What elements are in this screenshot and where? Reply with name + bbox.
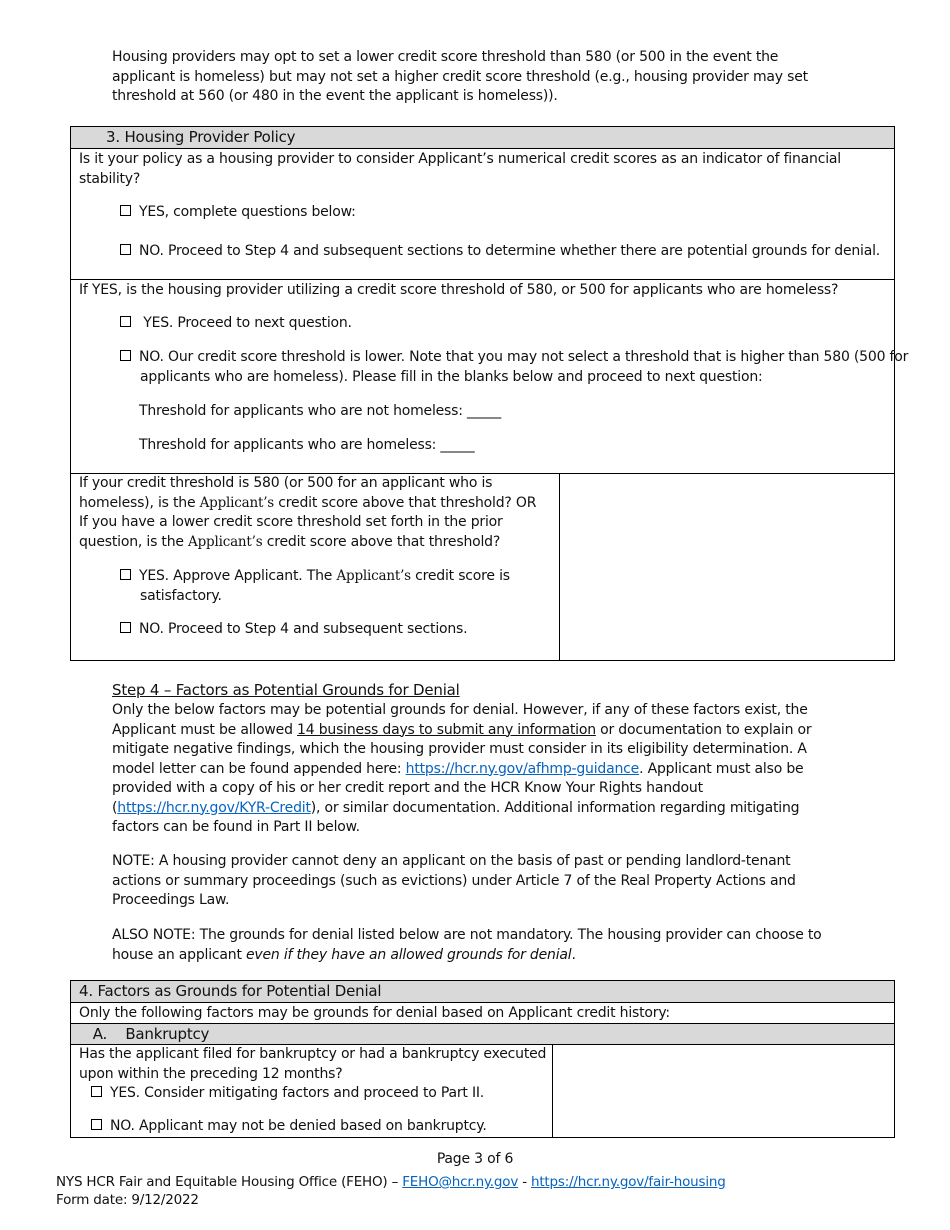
checkbox[interactable]: [91, 1086, 102, 1097]
score-above-threshold-question: If your credit threshold is 580 (or 500 for an applicant who is homeless), is the Applicant’s credit score above that threshold? OR If you have a lower credit score threshold set forth in the prior question, is the Applicant’s credit score above that threshold?: [79, 475, 537, 550]
housing-provider-policy-table: [70, 126, 909, 661]
policy-yes-option[interactable]: YES, complete questions below:: [120, 203, 900, 223]
checkbox[interactable]: [120, 569, 131, 580]
checkbox[interactable]: [120, 622, 131, 633]
afhmp-guidance-link[interactable]: https://hcr.ny.gov/afhmp-guidance: [405, 760, 640, 777]
policy-question: Is it your policy as a housing provider to consider Applicant’s numerical credit scores as an indicator of financial stability?: [79, 151, 841, 187]
fair-housing-link[interactable]: https://hcr.ny.gov/fair-housing: [530, 1174, 726, 1190]
step-4-paragraph: Only the below factors may be potential grounds for denial. However, if any of these factors exist, the Applicant must be allowed 14 business days to submit any information or documentation to explain or mitigate negative findings, which the housing provider must consider in its eligibility determination. A model letter can be found appended here: https://hcr.ny.gov/afhmp-guidance. Applicant must also be provided with a copy of his or her credit report and the HCR Know Your Rights handout (https://hcr.ny.gov/KYR-Credit), or similar documentation. Additional information regarding mitigating factors can be found in Part II below.: [112, 702, 812, 835]
step-4-title: Step 4 – Factors as Potential Grounds for Denial: [112, 681, 460, 699]
grounds-for-denial-table: [70, 980, 895, 1138]
also-note-paragraph: ALSO NOTE: The grounds for denial listed below are not mandatory. The housing provider can choose to house an applicant even if they have an allowed grounds for denial.: [112, 927, 822, 963]
checkbox[interactable]: [120, 350, 131, 361]
checkbox[interactable]: [91, 1119, 102, 1130]
threshold-not-homeless-field[interactable]: Threshold for applicants who are not homeless: _____: [139, 403, 502, 419]
bankruptcy-question: Has the applicant filed for bankruptcy or had a bankruptcy executed upon within the preceding 12 months?: [79, 1046, 547, 1082]
threshold-question: If YES, is the housing provider utilizing a credit score threshold of 580, or 500 for applicants who are homeless?: [79, 282, 839, 298]
policy-no-option[interactable]: NO. Proceed to Step 4 and subsequent sections to determine whether there are potential grounds for denial.: [120, 242, 910, 262]
form-date: Form date: 9/12/2022: [56, 1192, 199, 1208]
bankruptcy-no-option[interactable]: NO. Applicant may not be denied based on bankruptcy.: [91, 1117, 561, 1137]
threshold-homeless-field[interactable]: Threshold for applicants who are homeless: _____: [139, 437, 475, 453]
section-4-header: 4. Factors as Grounds for Potential Denial: [71, 981, 894, 1003]
kyr-credit-link[interactable]: https://hcr.ny.gov/KYR-Credit: [117, 799, 311, 816]
approve-yes-option[interactable]: YES. Approve Applicant. The Applicant’s credit score is satisfactory.: [120, 567, 570, 606]
feho-email-link[interactable]: FEHO@hcr.ny.gov: [402, 1174, 519, 1190]
section-4-subheading: Only the following factors may be grounds for denial based on Applicant credit history:: [71, 1003, 894, 1024]
intro-paragraph: Housing providers may opt to set a lower credit score threshold than 580 (or 500 in the event the applicant is homeless) but may not set a higher credit score threshold (e.g., housing provider may set threshold at 560 (or 480 in the event the applicant is homeless)).: [112, 49, 808, 104]
approve-no-option[interactable]: NO. Proceed to Step 4 and subsequent sections.: [120, 620, 570, 640]
checkbox[interactable]: [120, 316, 131, 327]
threshold-no-option[interactable]: NO. Our credit score threshold is lower. Note that you may not select a threshold that is higher than 580 (500 for applicants who are homeless). Please fill in the blanks below and proceed to next question:: [120, 348, 910, 387]
footer-office: NYS HCR Fair and Equitable Housing Office (FEHO) – FEHO@hcr.ny.gov - https://hcr.ny.gov/fair-housing: [56, 1174, 726, 1190]
threshold-yes-option[interactable]: YES. Proceed to next question.: [120, 314, 900, 334]
note-paragraph: NOTE: A housing provider cannot deny an applicant on the basis of past or pending landlord-tenant actions or summary proceedings (such as evictions) under Article 7 of the Real Property Actions and Proceedings Law.: [112, 853, 796, 908]
checkbox[interactable]: [120, 205, 131, 216]
bankruptcy-header: A. Bankruptcy: [71, 1024, 894, 1045]
divider: [71, 279, 894, 280]
page-number: Page 3 of 6: [436, 1151, 514, 1167]
bankruptcy-yes-option[interactable]: YES. Consider mitigating factors and proceed to Part II.: [91, 1084, 561, 1104]
checkbox[interactable]: [120, 244, 131, 255]
section-3-header: 3. Housing Provider Policy: [71, 127, 894, 149]
